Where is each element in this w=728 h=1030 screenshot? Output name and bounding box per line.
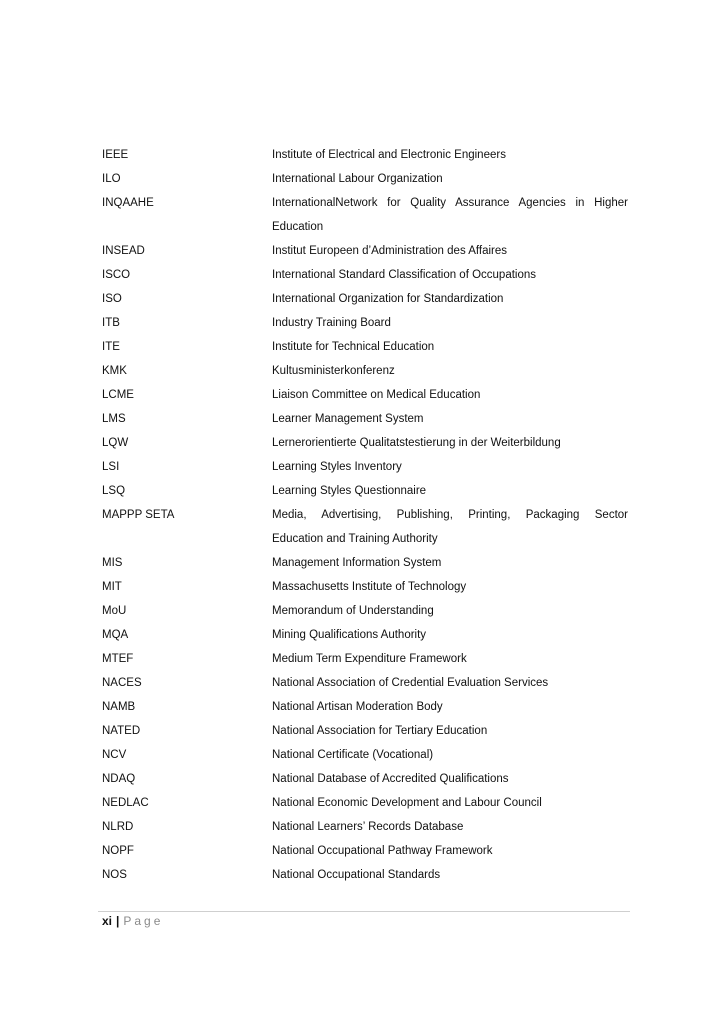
definition: Institute for Technical Education (272, 341, 435, 353)
abbreviation-row (102, 167, 628, 191)
definition: InternationalNetwork for Quality Assurance Agencies in Higher (272, 197, 628, 209)
abbreviation-row (102, 311, 628, 335)
page-number: xi (102, 914, 113, 928)
abbreviation-row (102, 719, 628, 743)
abbreviation: LSQ (102, 485, 126, 497)
abbreviation: NATED (102, 725, 141, 737)
definition: Institut Europeen d’Administration des Affaires (272, 245, 508, 257)
abbreviation: KMK (102, 365, 127, 377)
abbreviation-row (102, 503, 628, 527)
definition: National Economic Development and Labour Council (272, 797, 542, 809)
abbreviation-row (102, 191, 628, 215)
abbreviation: ISCO (102, 269, 131, 281)
abbreviation-row (102, 863, 628, 887)
abbreviation: MAPPP SETA (102, 509, 175, 521)
definition: National Certificate (Vocational) (272, 749, 434, 761)
abbreviation: MTEF (102, 653, 134, 665)
abbreviation-row (102, 743, 628, 767)
abbreviation-row-continued (102, 527, 628, 551)
definition: International Organization for Standardization (272, 293, 504, 305)
abbreviation-row (102, 335, 628, 359)
definition: National Database of Accredited Qualifications (272, 773, 509, 785)
definition: Kultusministerkonferenz (272, 365, 395, 377)
abbreviation: ITB (102, 317, 120, 329)
abbreviation-row (102, 479, 628, 503)
footer-divider (98, 911, 630, 912)
abbreviation: MQA (102, 629, 129, 641)
abbreviation-row (102, 551, 628, 575)
abbreviation: NAMB (102, 701, 136, 713)
abbreviation-row (102, 287, 628, 311)
footer-separator: | (116, 914, 120, 928)
definition-continued: Education and Training Authority (272, 533, 438, 545)
abbreviation-row (102, 839, 628, 863)
definition: National Learners’ Records Database (272, 821, 464, 833)
abbreviation-row (102, 671, 628, 695)
abbreviation-list (102, 143, 628, 887)
abbreviation: IEEE (102, 149, 129, 161)
abbreviation: INQAAHE (102, 197, 154, 209)
abbreviation: NEDLAC (102, 797, 149, 809)
abbreviation: NCV (102, 749, 127, 761)
definition: National Occupational Pathway Framework (272, 845, 493, 857)
abbreviation-row-continued (102, 215, 628, 239)
page-word: Page (123, 914, 164, 928)
abbreviation: INSEAD (102, 245, 145, 257)
definition: Massachusetts Institute of Technology (272, 581, 467, 593)
abbreviation-row (102, 263, 628, 287)
definition: Learner Management System (272, 413, 424, 425)
definition: Learning Styles Questionnaire (272, 485, 427, 497)
abbreviation: ILO (102, 173, 121, 185)
definition: Mining Qualifications Authority (272, 629, 427, 641)
abbreviation-row (102, 407, 628, 431)
abbreviation-row (102, 383, 628, 407)
abbreviation: ISO (102, 293, 122, 305)
abbreviation-row (102, 575, 628, 599)
abbreviation-row (102, 791, 628, 815)
definition: Institute of Electrical and Electronic Engineers (272, 149, 506, 161)
definition: National Artisan Moderation Body (272, 701, 443, 713)
abbreviation-row (102, 599, 628, 623)
abbreviation: LQW (102, 437, 129, 449)
abbreviation: NDAQ (102, 773, 136, 785)
abbreviation-row (102, 239, 628, 263)
abbreviation-row (102, 695, 628, 719)
abbreviation: LSI (102, 461, 120, 473)
definition: Learning Styles Inventory (272, 461, 402, 473)
definition: Liaison Committee on Medical Education (272, 389, 481, 401)
abbreviation-row (102, 431, 628, 455)
definition: Management Information System (272, 557, 442, 569)
page-footer (102, 913, 163, 929)
abbreviation-row (102, 143, 628, 167)
abbreviation-row (102, 359, 628, 383)
definition: National Association of Credential Evaluation Services (272, 677, 549, 689)
definition: Media, Advertising, Publishing, Printing, Packaging Sector (272, 509, 628, 521)
definition: Lernerorientierte Qualitatstestierung in der Weiterbildung (272, 437, 561, 449)
definition-continued: Education (272, 221, 324, 233)
abbreviation-row (102, 647, 628, 671)
abbreviation: NOPF (102, 845, 134, 857)
abbreviation: MIS (102, 557, 123, 569)
definition: Memorandum of Understanding (272, 605, 434, 617)
abbreviation: NLRD (102, 821, 134, 833)
abbreviation-row (102, 767, 628, 791)
abbreviation: MoU (102, 605, 127, 617)
definition: Industry Training Board (272, 317, 391, 329)
abbreviation: NOS (102, 869, 127, 881)
abbreviation: ITE (102, 341, 120, 353)
abbreviation: LMS (102, 413, 126, 425)
definition: International Labour Organization (272, 173, 443, 185)
abbreviation: NACES (102, 677, 142, 689)
abbreviation-row (102, 455, 628, 479)
abbreviation-row (102, 815, 628, 839)
definition: National Association for Tertiary Education (272, 725, 488, 737)
definition: International Standard Classification of Occupations (272, 269, 537, 281)
abbreviation-row (102, 623, 628, 647)
abbreviation: LCME (102, 389, 134, 401)
abbreviation: MIT (102, 581, 122, 593)
definition: National Occupational Standards (272, 869, 441, 881)
definition: Medium Term Expenditure Framework (272, 653, 467, 665)
